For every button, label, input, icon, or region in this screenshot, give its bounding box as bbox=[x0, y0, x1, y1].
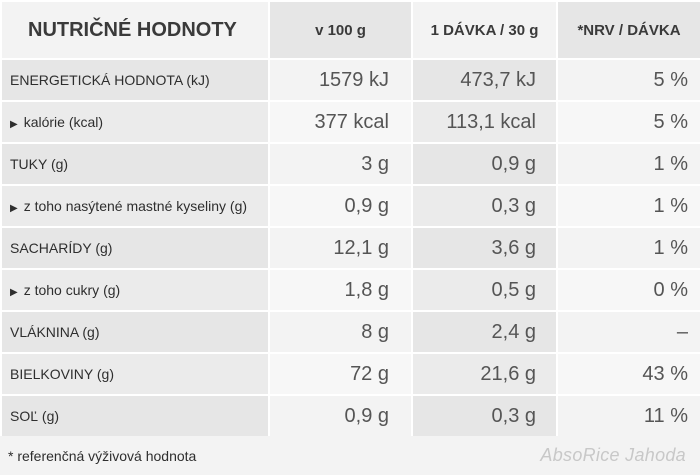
value-per-serving: 473,7 kJ bbox=[412, 59, 557, 101]
column-header-nrv: *NRV / DÁVKA bbox=[557, 1, 700, 59]
nutrient-label bbox=[1, 227, 269, 269]
table-row bbox=[1, 143, 700, 185]
nutrient-label bbox=[1, 59, 269, 101]
column-header-per-serving: 1 DÁVKA / 30 g bbox=[412, 1, 557, 59]
table-row bbox=[1, 185, 700, 227]
nutrient-label-text: z toho nasýtené mastné kyseliny (g) bbox=[23, 198, 248, 214]
value-per-100g: 0,9 g bbox=[269, 395, 412, 437]
table-header-row bbox=[1, 1, 700, 59]
footnote: * referenčná výživová hodnota bbox=[8, 448, 197, 464]
value-per-100g: 1,8 g bbox=[269, 269, 412, 311]
table-row bbox=[1, 311, 700, 353]
nutrient-label-text: SACHARÍDY (g) bbox=[10, 240, 113, 256]
column-header-per-100g: v 100 g bbox=[269, 1, 412, 59]
nutrient-label-text: TUKY (g) bbox=[10, 156, 69, 172]
value-nrv: 5 % bbox=[557, 101, 700, 143]
value-nrv: 5 % bbox=[557, 59, 700, 101]
value-per-serving: 0,3 g bbox=[412, 185, 557, 227]
nutrient-label bbox=[1, 101, 269, 143]
nutrient-label-text: ENERGETICKÁ HODNOTA (kJ) bbox=[10, 72, 210, 88]
value-per-serving: 2,4 g bbox=[412, 311, 557, 353]
nutrient-label-text: BIELKOVINY (g) bbox=[10, 366, 115, 382]
value-per-serving: 3,6 g bbox=[412, 227, 557, 269]
value-nrv: 11 % bbox=[557, 395, 700, 437]
nutrient-label-text: kalórie (kcal) bbox=[23, 114, 104, 130]
table-row bbox=[1, 395, 700, 437]
table-footer bbox=[0, 436, 700, 475]
value-per-serving: 21,6 g bbox=[412, 353, 557, 395]
value-per-100g: 3 g bbox=[269, 143, 412, 185]
value-nrv: – bbox=[557, 311, 700, 353]
nutrient-label-text: z toho cukry (g) bbox=[23, 282, 121, 298]
nutrient-label bbox=[1, 353, 269, 395]
value-per-serving: 113,1 kcal bbox=[412, 101, 557, 143]
value-nrv: 43 % bbox=[557, 353, 700, 395]
nutrient-label bbox=[1, 395, 269, 437]
value-per-100g: 12,1 g bbox=[269, 227, 412, 269]
triangle-right-icon: ▶ bbox=[10, 287, 18, 298]
watermark: AbsoRice Jahoda bbox=[540, 445, 686, 465]
nutrient-label-text: SOĽ (g) bbox=[10, 408, 60, 424]
table-row bbox=[1, 269, 700, 311]
value-per-100g: 72 g bbox=[269, 353, 412, 395]
nutrient-label bbox=[1, 143, 269, 185]
table-row bbox=[1, 59, 700, 101]
nutrient-label bbox=[1, 269, 269, 311]
triangle-right-icon: ▶ bbox=[10, 203, 18, 214]
nutrient-label-text: VLÁKNINA (g) bbox=[10, 324, 100, 340]
value-per-serving: 0,3 g bbox=[412, 395, 557, 437]
value-nrv: 1 % bbox=[557, 185, 700, 227]
table-row bbox=[1, 101, 700, 143]
value-nrv: 1 % bbox=[557, 143, 700, 185]
value-nrv: 1 % bbox=[557, 227, 700, 269]
table-title: NUTRIČNÉ HODNOTY bbox=[1, 1, 269, 59]
table-row bbox=[1, 353, 700, 395]
table-body bbox=[1, 59, 700, 437]
nutrient-label bbox=[1, 311, 269, 353]
value-per-serving: 0,9 g bbox=[412, 143, 557, 185]
triangle-right-icon: ▶ bbox=[10, 119, 18, 130]
value-per-100g: 377 kcal bbox=[269, 101, 412, 143]
nutrient-label bbox=[1, 185, 269, 227]
value-per-100g: 1579 kJ bbox=[269, 59, 412, 101]
value-per-100g: 8 g bbox=[269, 311, 412, 353]
table-row bbox=[1, 227, 700, 269]
value-per-serving: 0,5 g bbox=[412, 269, 557, 311]
value-nrv: 0 % bbox=[557, 269, 700, 311]
value-per-100g: 0,9 g bbox=[269, 185, 412, 227]
